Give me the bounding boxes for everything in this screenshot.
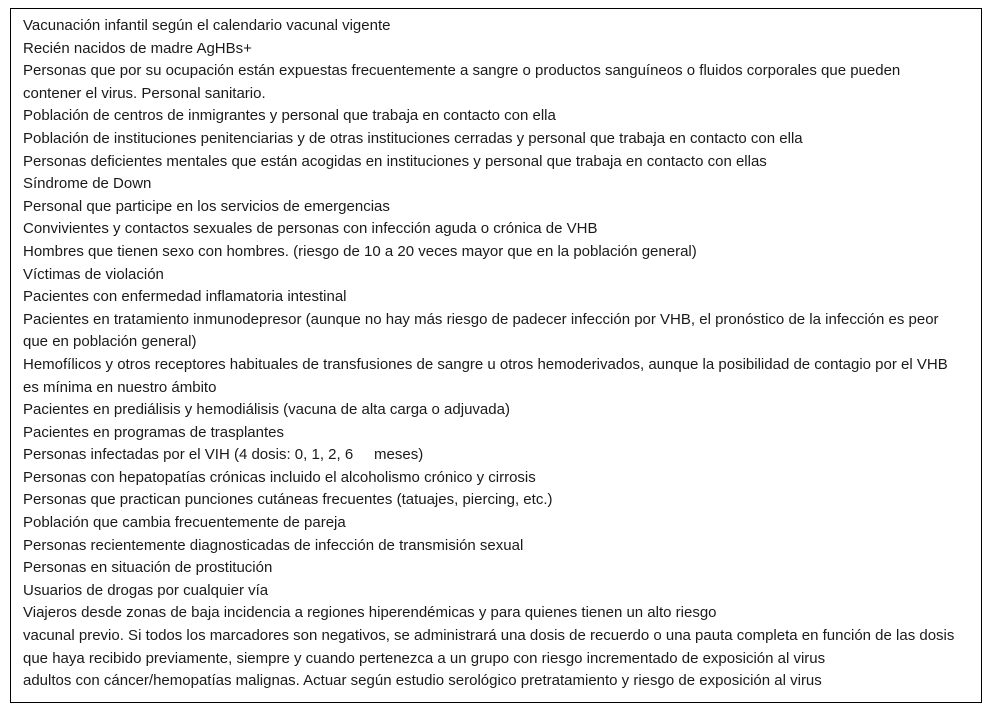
list-item: Recién nacidos de madre AgHBs+ [23,39,252,57]
list-item: Usuarios de drogas por cualquier vía [23,581,269,599]
list-item: Población que cambia frecuentemente de pareja [23,514,346,532]
list-item: Personas deficientes mentales que están acogidas en instituciones y personal que trabaja en contacto con ellas [23,152,767,170]
vaccination-indications-table [10,8,982,703]
list-item: Pacientes en prediálisis y hemodiálisis (vacuna de alta carga o adjuvada) [23,401,510,419]
list-item: Personas recientemente diagnosticadas de infección de transmisión sexual [23,536,524,554]
list-item: Población de centros de inmigrantes y personal que trabaja en contacto con ella [23,107,556,125]
list-item: Población de instituciones penitenciarias y de otras instituciones cerradas y personal que trabaja en contacto con ella [23,129,803,147]
list-item: Personas en situación de prostitución [23,559,273,577]
list-item: Personas infectadas por el VIH (4 dosis: 0, 1, 2, 6 meses) [23,446,424,464]
list-item: Hemofílicos y otros receptores habituales de transfusiones de sangre u otros hemoderivados, aunque la posibilidad de contagio por el VHB es mínima en nuestro ámbito [23,355,952,396]
list-item: vacunal previo. Si todos los marcadores son negativos, se administrará una dosis de recuerdo o una pauta completa en función de las dosis que haya recibido previamente, siempre y cuando pertenezca a un grupo con riesgo incrementado de exposición al virus [23,627,959,667]
list-item: Personas que por su ocupación están expuestas frecuentemente a sangre o productos sanguíneos o fluidos corporales que pueden contener el virus. Personal sanitario. [23,62,905,102]
list-item: Personas con hepatopatías crónicas incluido el alcoholismo crónico y cirrosis [23,468,536,486]
list-item: Hombres que tienen sexo con hombres. (riesgo de 10 a 20 veces mayor que en la población general) [23,242,697,260]
list-item: Pacientes en programas de trasplantes [23,423,284,441]
list-item: Vacunación infantil según el calendario vacunal vigente [23,17,391,34]
list-item: Víctimas de violación [23,265,164,283]
list-item: Personas que practican punciones cutáneas frecuentes (tatuajes, piercing, etc.) [23,491,553,509]
list-item: Personal que participe en los servicios de emergencias [23,197,390,215]
list-item: adultos con cáncer/hemopatías malignas. Actuar según estudio serológico pretratamiento y riesgo de exposición al virus [23,672,822,690]
list-item: Pacientes con enfermedad inflamatoria intestinal [23,288,347,306]
list-item: Síndrome de Down [23,175,152,193]
list-item: Pacientes en tratamiento inmunodepresor (aunque no hay más riesgo de padecer infección por VHB, el pronóstico de la infección es peor que en población general) [23,310,943,351]
list-item: Convivientes y contactos sexuales de personas con infección aguda o crónica de VHB [23,220,598,238]
list-item: Viajeros desde zonas de baja incidencia a regiones hiperendémicas y para quienes tienen un alto riesgo [23,604,717,622]
